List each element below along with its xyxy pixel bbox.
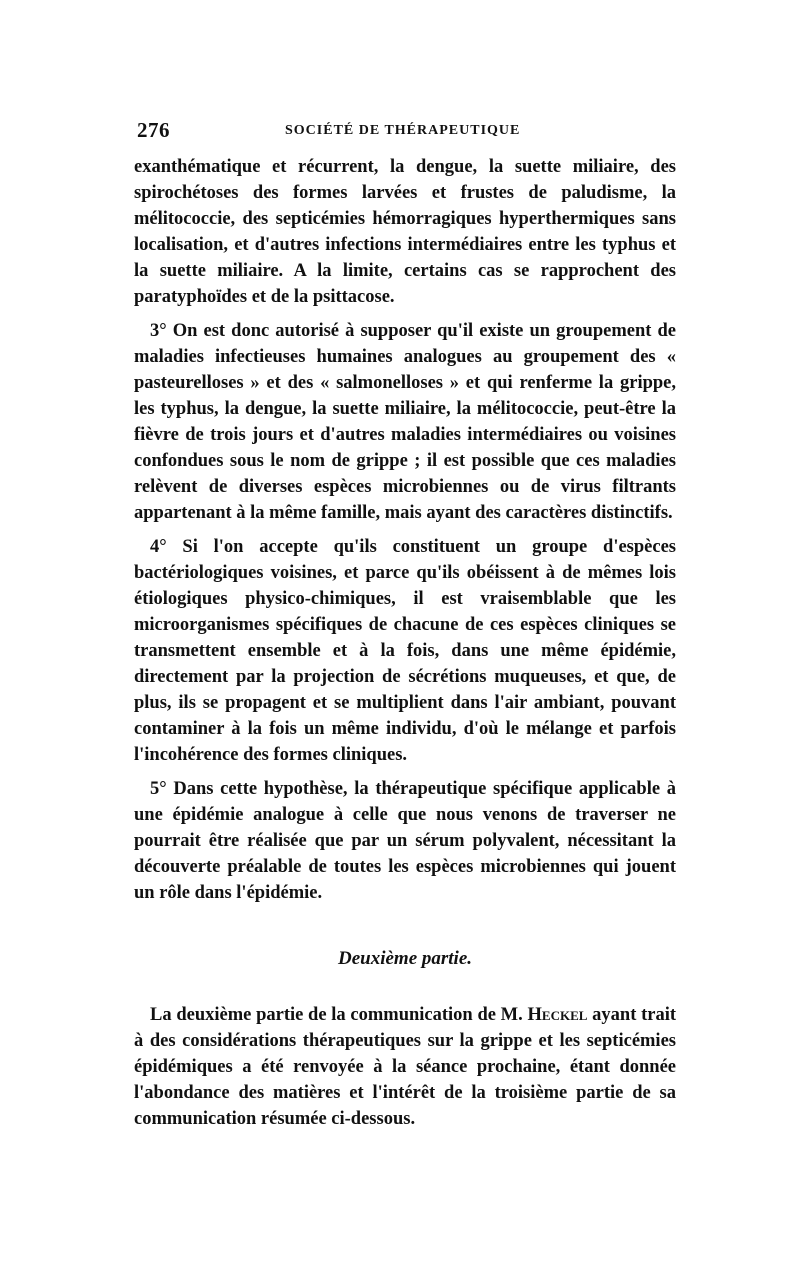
author-name: Heckel <box>527 1005 588 1025</box>
page-header <box>137 118 677 148</box>
section-title: Deuxième partie. <box>337 948 473 969</box>
paragraph-point-5: 5° Dans cette hypothèse, la thérapeutique spécifique applicable à une épidémie analogue à celle que nous venons de traverser ne pourrait être réalisée que par un sérum polyvalent, nécessitant la découverte préalable de toutes les espèces microbiennes qui jouent un rôle dans l'épidémie. <box>134 779 676 903</box>
paragraph-continuation: exanthématique et récurrent, la dengue, la suette miliaire, des spirochétoses des formes larvées et frustes de paludisme, la mélitococcie, des septicémies hémorragiques hyperthermiques sans localisation, et d'autres infections intermédiaires entre les typhus et la suette miliaire. A la limite, certains cas se rapprochent des paratyphoïdes et de la psittacose. <box>134 157 676 307</box>
paragraph-point-4: 4° Si l'on accepte qu'ils constituent un groupe d'espèces bactériologiques voisines, et parce qu'ils obéissent à de mêmes lois étiologiques physico-chimiques, il est vraisemblable que les microorganismes spécifiques de chacune de ces espèces cliniques se transmettent ensemble et à la fois, dans une même épidémie, directement par la projection de sécrétions muqueuses, et que, de plus, ils se propagent et se multiplient dans l'air ambiant, pouvant contaminer à la fois un même individu, d'où le mélange et parfois l'incohérence des formes cliniques. <box>134 537 676 765</box>
running-head: SOCIÉTÉ DE THÉRAPEUTIQUE <box>285 123 521 138</box>
paragraph-final <box>134 1002 676 1132</box>
page-number: 276 <box>137 118 170 142</box>
paragraph-point-3: 3° On est donc autorisé à supposer qu'il existe un groupement de maladies infectieuses humaines analogues au groupement des « pasteurelloses » et des « salmonelloses » et qui renferme la grippe, les typhus, la dengue, la suette miliaire, la mélitococcie, peut-être la fièvre de trois jours et d'autres maladies intermédiaires ou voisines confondues sous le nom de grippe ; il est possible que ces maladies relèvent de diverses espèces microbiennes ou de virus filtrants appartenant à la même famille, mais ayant des caractères distinctifs. <box>134 321 676 523</box>
final-text-before: La deuxième partie de la communication de M. <box>150 1005 528 1025</box>
final-text-after: ayant trait à des considérations thérapeutiques sur la grippe et les septicémies épidémiques a été renvoyée à la séance prochaine, étant donnée l'abondance des matières et l'intérêt de la troisième partie de sa communication résumée ci-dessous. <box>134 1005 677 1129</box>
body-text <box>134 154 676 1140</box>
